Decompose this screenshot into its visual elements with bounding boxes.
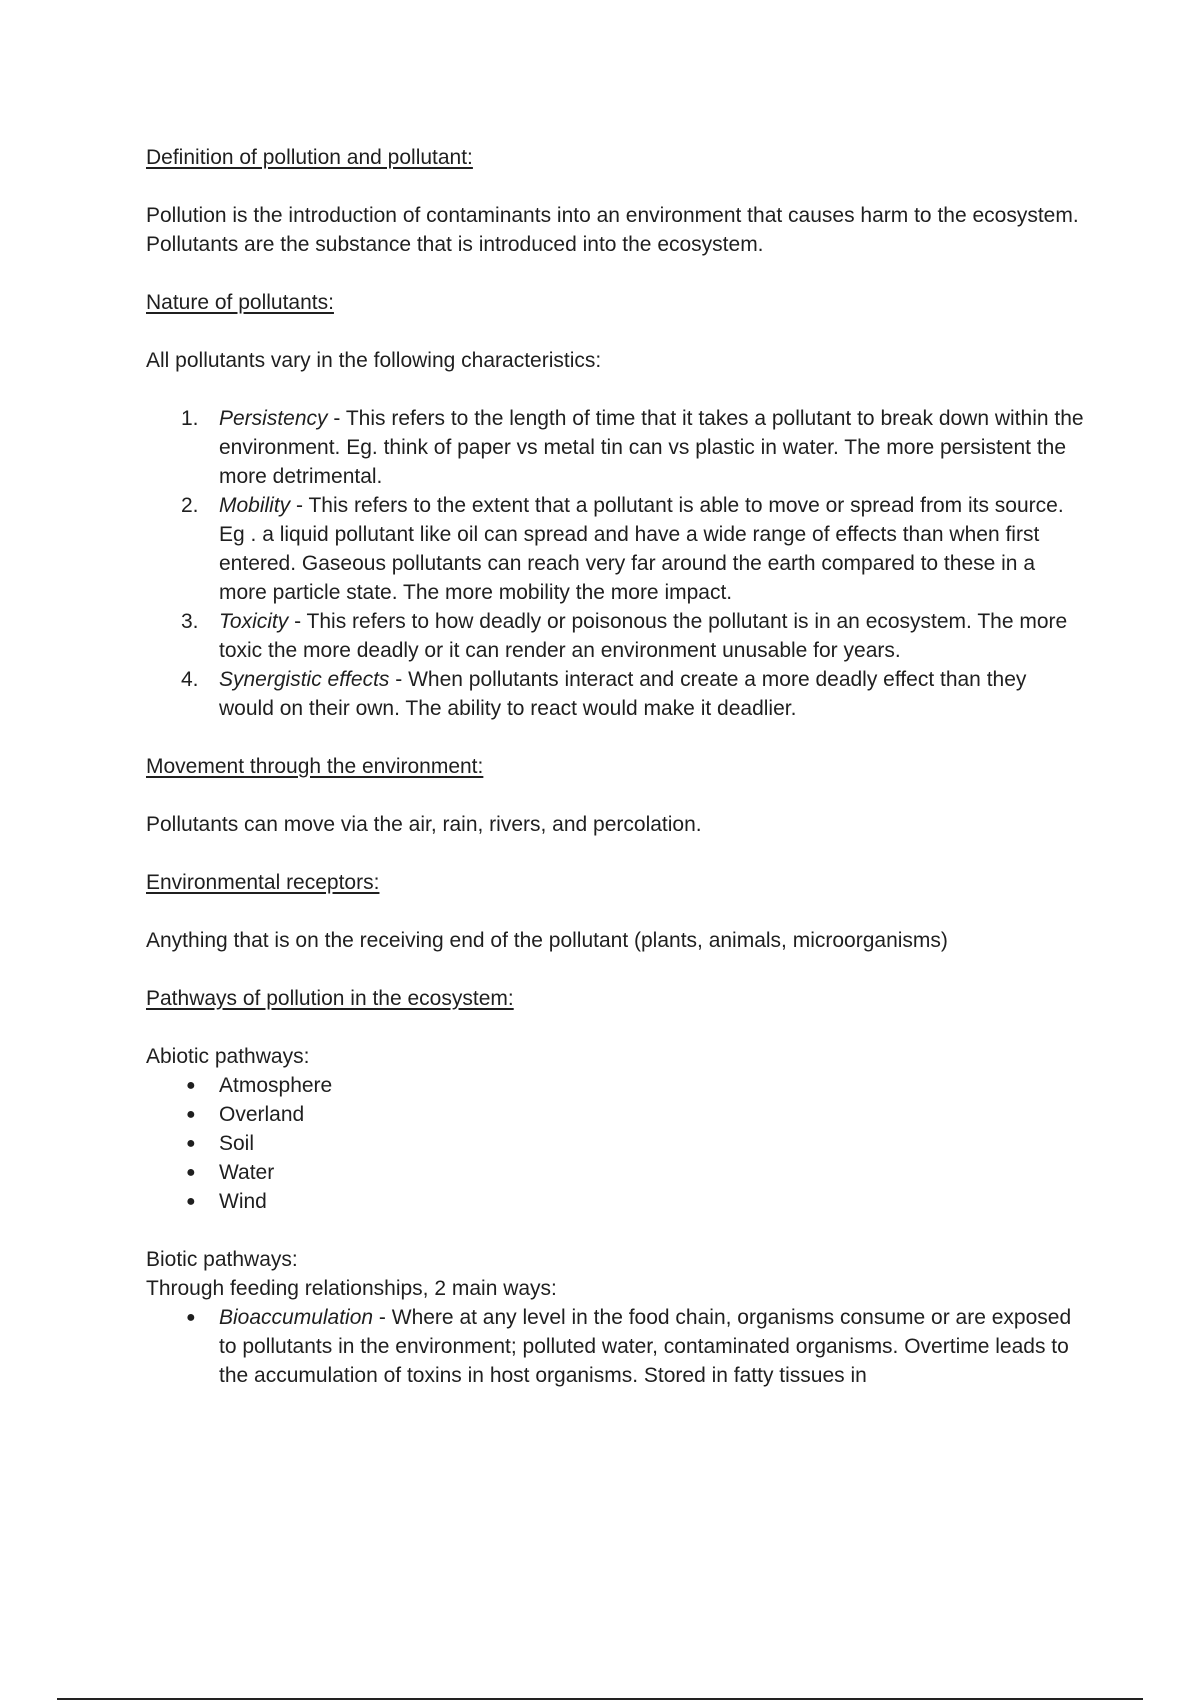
heading-receptors: Environmental receptors: [146, 871, 380, 894]
definition-pollution-paragraph: Pollution is the introduction of contaminants into an environment that causes harm to the ecosystem. [146, 204, 1079, 227]
biotic-label: Biotic pathways: [146, 1248, 298, 1271]
bullet-icon: ● [186, 1106, 196, 1123]
document-page [146, 143, 1086, 1390]
term-description: - This refers to how deadly or poisonous the pollutant is in an ecosystem. The more toxic the more deadly or it can render an environment unusable for years. [219, 610, 1068, 662]
biotic-intro: Through feeding relationships, 2 main ways: [146, 1277, 557, 1300]
definition-pollutant-paragraph: Pollutants are the substance that is introduced into the ecosystem. [146, 233, 764, 256]
list-number: 3. [181, 610, 199, 633]
list-item [146, 665, 1086, 723]
abiotic-item-atmosphere: Atmosphere [219, 1074, 333, 1097]
term-description: - Where at any level in the food chain, organisms consume or are exposed to pollutants in the environment; polluted water, contaminated organisms. Overtime leads to the accumulation of toxins in host organisms. Stored in fatty tissues in [219, 1306, 1072, 1387]
bullet-icon: ● [186, 1309, 196, 1326]
term-synergistic-effects: Synergistic effects [219, 668, 390, 691]
abiotic-label: Abiotic pathways: [146, 1045, 310, 1068]
list-item [146, 1303, 1086, 1390]
term-toxicity: Toxicity [219, 610, 289, 633]
nature-intro: All pollutants vary in the following characteristics: [146, 349, 602, 372]
list-item [146, 404, 1086, 491]
list-number: 2. [181, 494, 199, 517]
bullet-icon: ● [186, 1077, 196, 1094]
abiotic-item-water: Water [219, 1161, 275, 1184]
receptors-paragraph: Anything that is on the receiving end of the pollutant (plants, animals, microorganisms) [146, 929, 948, 952]
characteristics-list [146, 404, 1086, 723]
list-item [146, 607, 1086, 665]
term-description: - This refers to the extent that a pollutant is able to move or spread from its source. Eg . a liquid pollutant like oil can spread and have a wide range of effects than when first entered. Gaseous pollutants can reach very far around the earth compared to these in a more particle state. The more mobility the more impact. [219, 494, 1064, 604]
heading-pathways: Pathways of pollution in the ecosystem: [146, 987, 514, 1010]
heading-movement: Movement through the environment: [146, 755, 484, 778]
term-description: - When pollutants interact and create a more deadly effect than they would on their own. The ability to react would make it deadlier. [219, 668, 1027, 720]
heading-nature: Nature of pollutants: [146, 291, 334, 314]
list-number: 4. [181, 668, 199, 691]
list-item [146, 1158, 1086, 1187]
term-bioaccumulation: Bioaccumulation [219, 1306, 374, 1329]
abiotic-list [146, 1071, 1086, 1216]
biotic-list [146, 1303, 1086, 1390]
bullet-icon: ● [186, 1164, 196, 1181]
abiotic-item-wind: Wind [219, 1190, 267, 1213]
list-item [146, 491, 1086, 607]
list-item [146, 1071, 1086, 1100]
term-mobility: Mobility [219, 494, 291, 517]
list-item [146, 1187, 1086, 1216]
movement-paragraph: Pollutants can move via the air, rain, rivers, and percolation. [146, 813, 702, 836]
heading-definition: Definition of pollution and pollutant: [146, 146, 473, 169]
term-persistency: Persistency [219, 407, 328, 430]
list-number: 1. [181, 407, 199, 430]
bullet-icon: ● [186, 1135, 196, 1152]
abiotic-item-overland: Overland [219, 1103, 305, 1126]
list-item [146, 1100, 1086, 1129]
bullet-icon: ● [186, 1193, 196, 1210]
list-item [146, 1129, 1086, 1158]
term-description: - This refers to the length of time that it takes a pollutant to break down within the environment. Eg. think of paper vs metal tin can vs plastic in water. The more persistent the more detrimental. [219, 407, 1084, 488]
abiotic-item-soil: Soil [219, 1132, 255, 1155]
